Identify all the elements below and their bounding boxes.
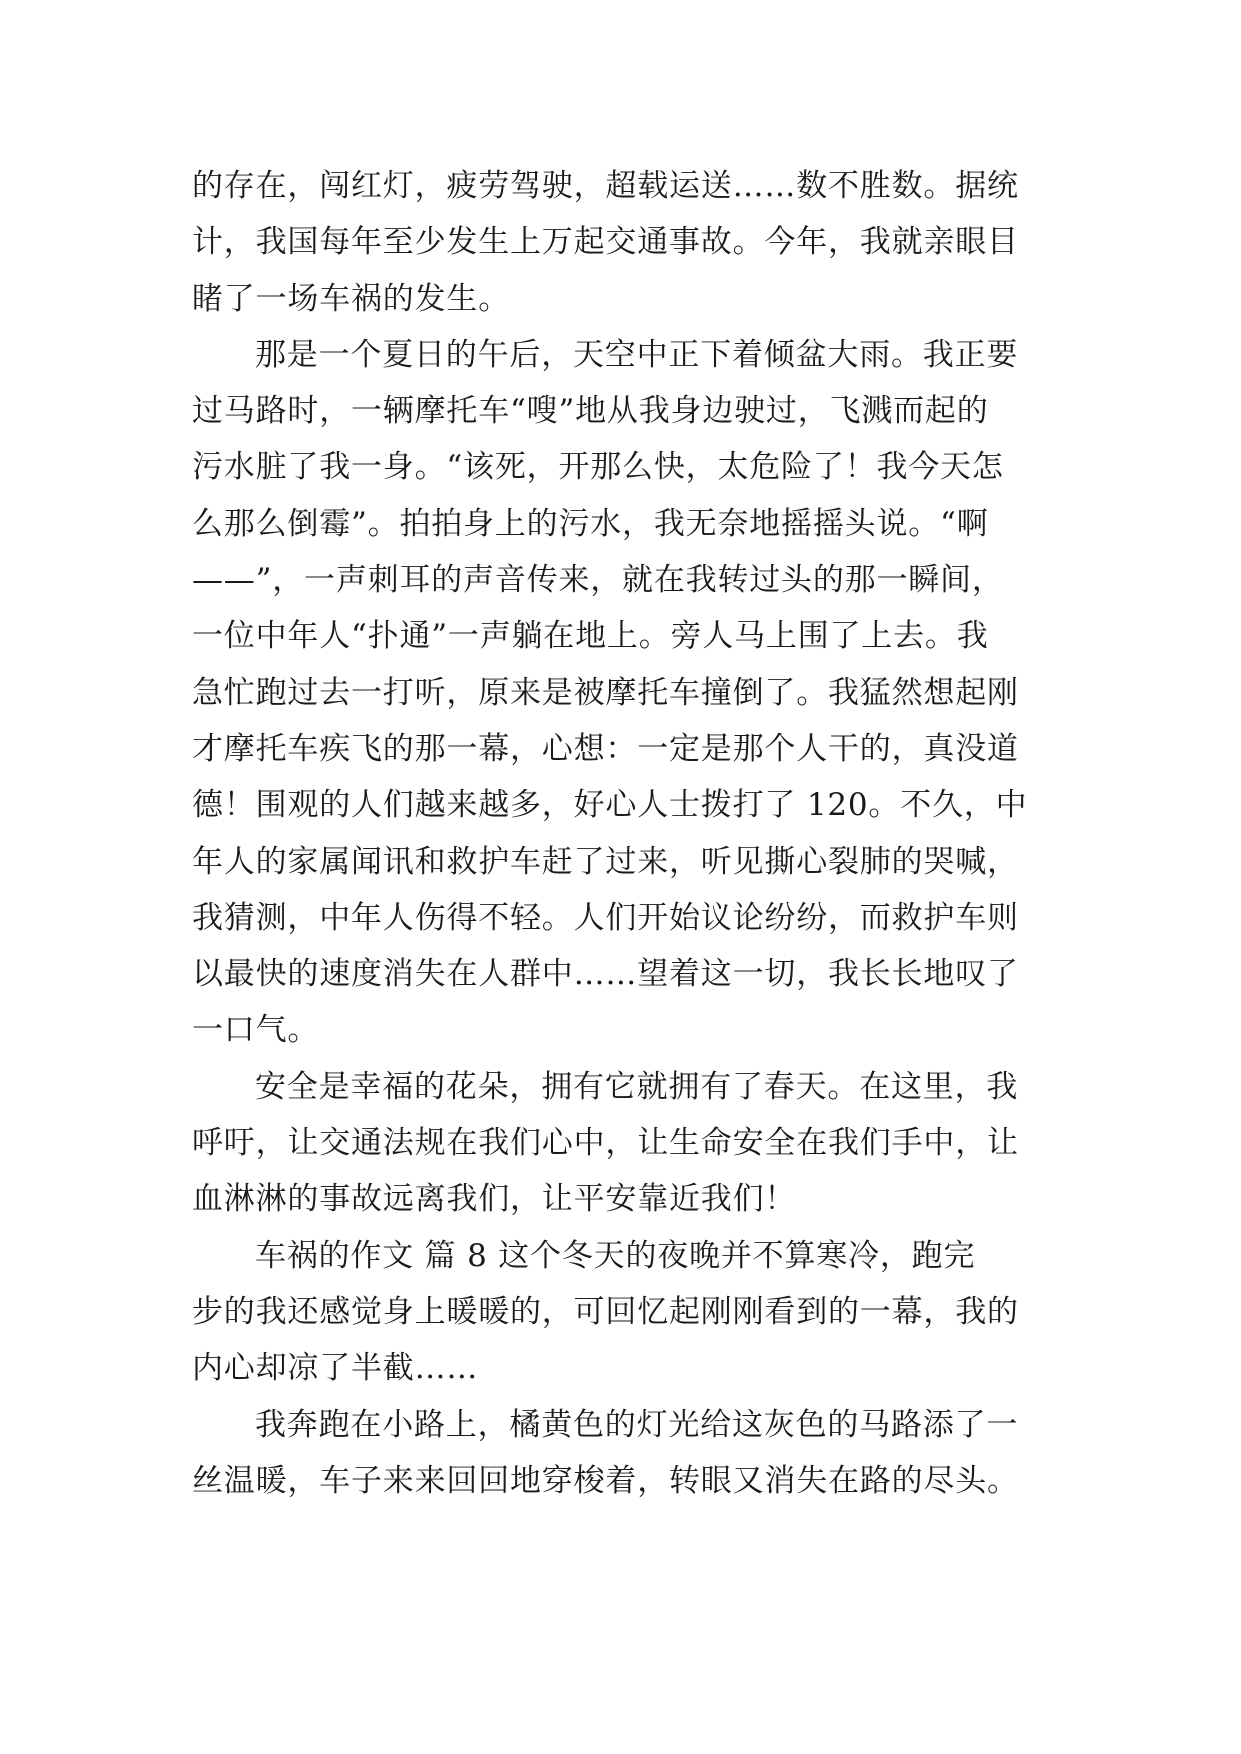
text-line: 么那么倒霉”。拍拍身上的污水，我无奈地摇摇头说。“啊 — [192, 505, 989, 542]
text-line: 步的我还感觉身上暖暖的，可回忆起刚刚看到的一幕，我的 — [192, 1293, 1019, 1330]
text-line: 睹了一场车祸的发生。 — [192, 280, 510, 317]
text-line: 那是一个夏日的午后，天空中正下着倾盆大雨。我正要 — [255, 336, 1019, 373]
text-line: 以最快的速度消失在人群中……望着这一切，我长长地叹了 — [192, 956, 1019, 993]
text-line: 血淋淋的事故远离我们，让平安靠近我们！ — [192, 1181, 797, 1218]
text-line: ——”，一声刺耳的声音传来，就在我转过头的那一瞬间， — [192, 562, 1004, 599]
body-text — [192, 158, 1072, 1509]
text-line: 车祸的作文 篇 8 这个冬天的夜晚并不算寒冷，跑完 — [255, 1237, 976, 1274]
text-line: 内心却凉了半截…… — [192, 1350, 479, 1387]
text-line: 才摩托车疾飞的那一幕，心想：一定是那个人干的，真没道 — [192, 730, 1019, 767]
text-line: 一位中年人“扑通”一声躺在地上。旁人马上围了上去。我 — [192, 618, 989, 655]
text-line: 急忙跑过去一打听，原来是被摩托车撞倒了。我猛然想起刚 — [192, 674, 1019, 711]
text-line: 我猜测，中年人伤得不轻。人们开始议论纷纷，而救护车则 — [192, 899, 1019, 936]
text-line: 一口气。 — [192, 1012, 320, 1049]
text-line: 安全是幸福的花朵，拥有它就拥有了春天。在这里，我 — [255, 1068, 1019, 1105]
text-line: 德！围观的人们越来越多，好心人士拨打了 120。不久，中 — [192, 787, 1028, 824]
text-line: 的存在，闯红灯，疲劳驾驶，超载运送……数不胜数。据统 — [192, 168, 1019, 204]
text-line: 过马路时，一辆摩托车“嗖”地从我身边驶过，飞溅而起的 — [192, 393, 989, 430]
text-line: 丝温暖，车子来来回回地穿梭着，转眼又消失在路的尽头。 — [192, 1462, 1019, 1499]
text-line: 计，我国每年至少发生上万起交通事故。今年，我就亲眼目 — [192, 224, 1019, 261]
text-line: 年人的家属闻讯和救护车赶了过来，听见撕心裂肺的哭喊， — [192, 843, 1019, 880]
text-line: 呼吁，让交通法规在我们心中，让生命安全在我们手中，让 — [192, 1125, 1019, 1162]
text-line: 我奔跑在小路上，橘黄色的灯光给这灰色的马路添了一 — [255, 1406, 1019, 1443]
text-line: 污水脏了我一身。“该死，开那么快，太危险了！我今天怎 — [192, 449, 1004, 486]
